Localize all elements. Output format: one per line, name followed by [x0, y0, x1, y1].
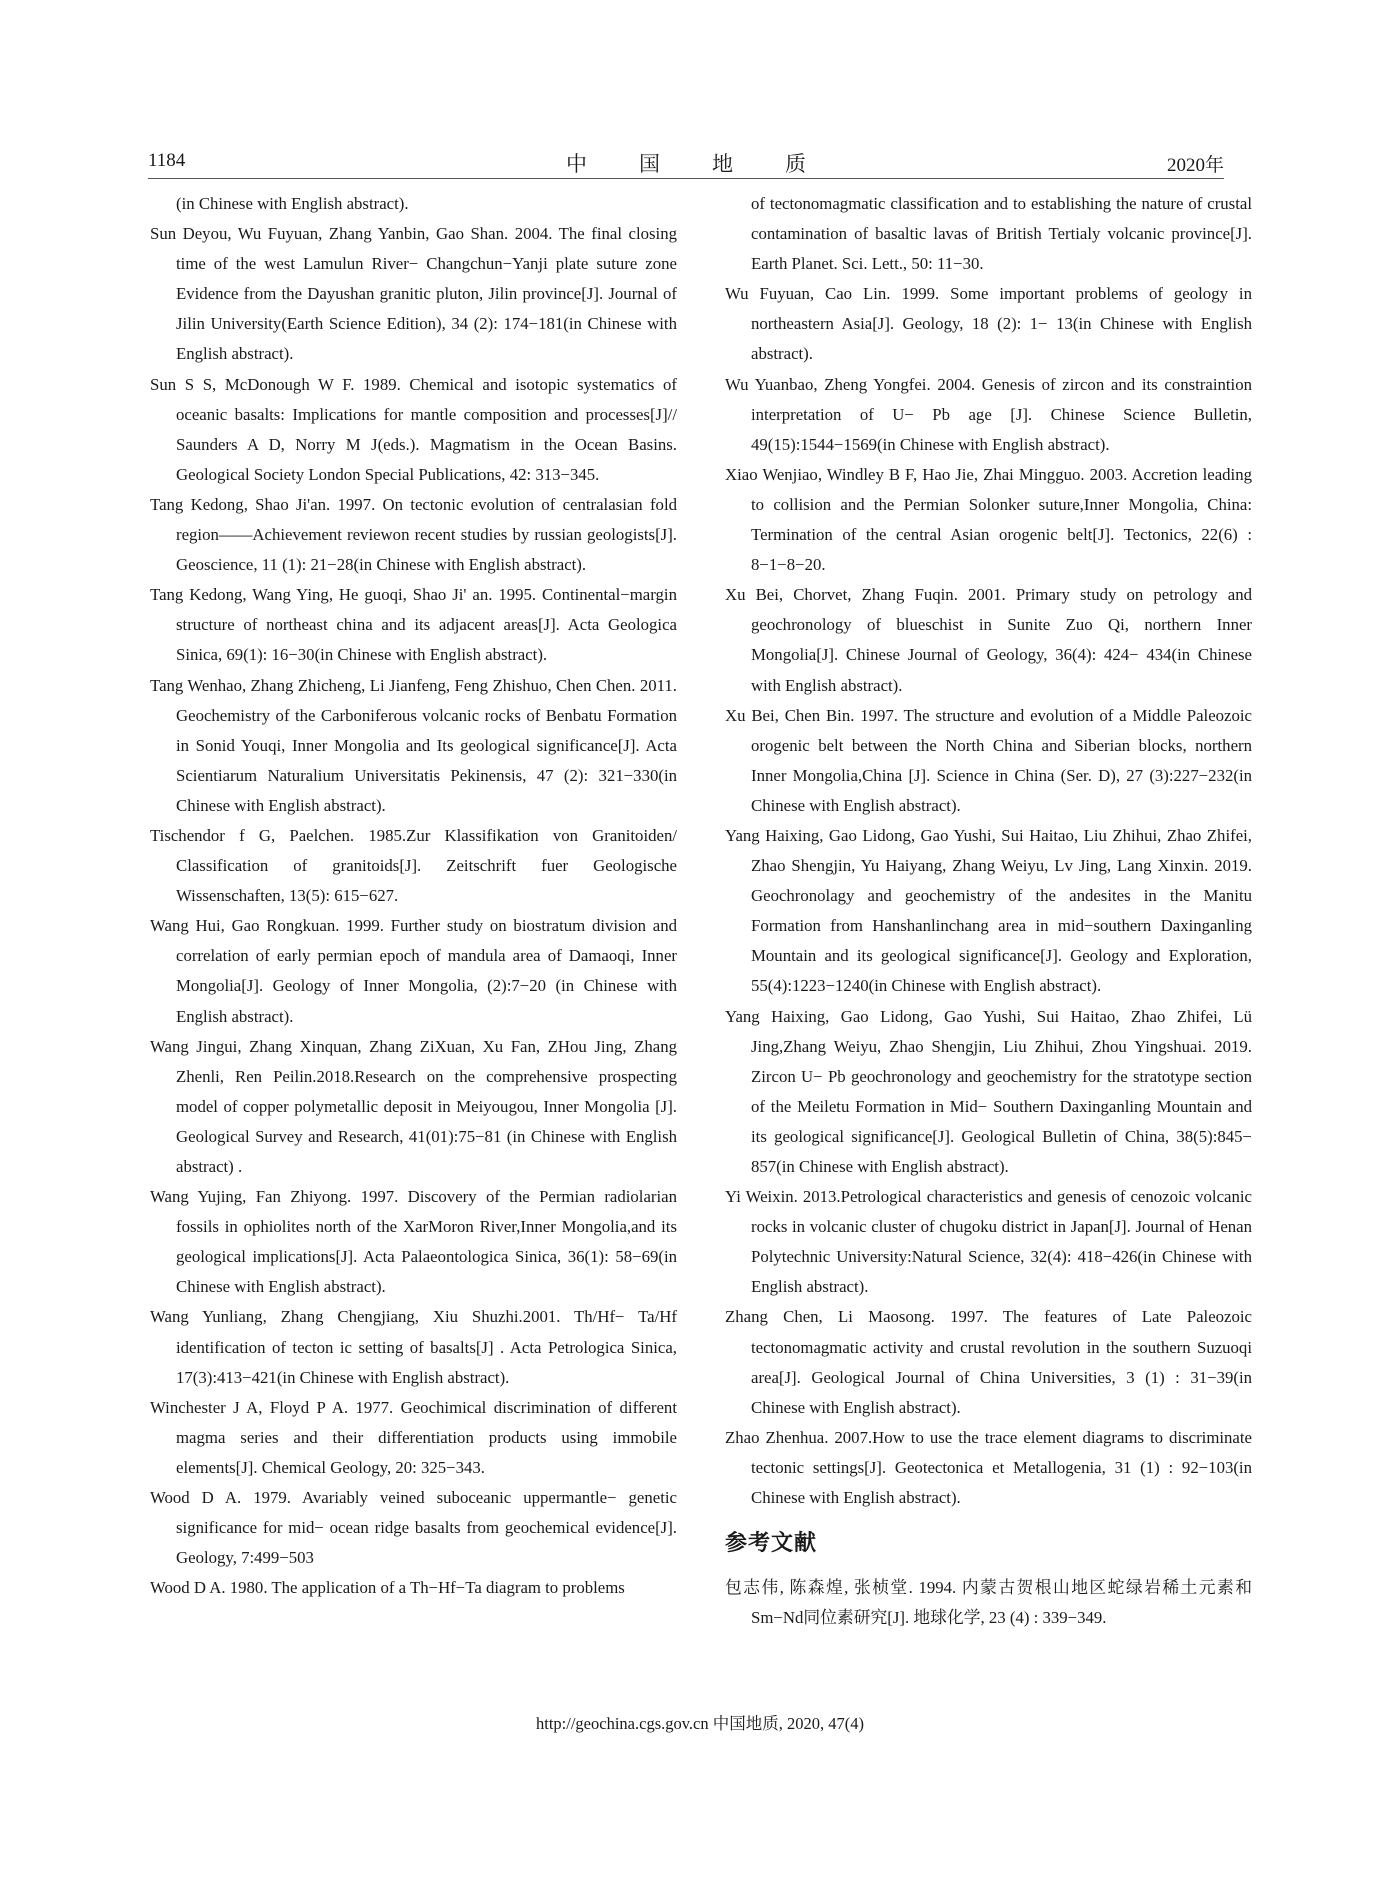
reference-entry: Wang Yujing, Fan Zhiyong. 1997. Discovery of the Permian radiolarian fossils in ophiolites north of the XarMoron River,Inner Mongolia,and its geological implications[J]. Acta Palaeontologica Sinica, 36(1): 58−69(in Chinese with English abstract).: [150, 1187, 677, 1297]
reference-entry: Wang Yunliang, Zhang Chengjiang, Xiu Shuzhi.2001. Th/Hf− Ta/Hf identification of tecton ic setting of basalts[J] . Acta Petrologica Sinica, 17(3):413−421(in Chinese with English abstract).: [150, 1307, 677, 1387]
page-header: [148, 146, 1224, 179]
reference-entry: Winchester J A, Floyd P A. 1977. Geochimical discrimination of different magma series and their differentiation products using immobile elements[J]. Chemical Geology, 20: 325−343.: [150, 1397, 677, 1477]
reference-entry: Yang Haixing, Gao Lidong, Gao Yushi, Sui Haitao, Liu Zhihui, Zhao Zhifei, Zhao Shengjin, Yu Haiyang, Zhang Weiyu, Lv Jing, Lang Xinxin. 2019. Geochronolagy and geochemistry of the andesites in the Manitu Formation from Hanshanlinchang area in mid−southern Daxinganling Mountain and its geological significance[J]. Geology and Exploration, 55(4):1223−1240(in Chinese with English abstract).: [725, 825, 1252, 996]
right-column: [725, 189, 1252, 1633]
left-column: [150, 189, 677, 1603]
reference-entry: Tischendor f G, Paelchen. 1985.Zur Klassifikation von Granitoiden/ Classification of granitoids[J]. Zeitschrift fuer Geologische Wissenschaften, 13(5): 615−627.: [150, 825, 677, 906]
reference-entry: Sun Deyou, Wu Fuyuan, Zhang Yanbin, Gao Shan. 2004. The final closing time of the west Lamulun River− Changchun−Yanji plate suture zone Evidence from the Dayushan granitic pluton, Jilin province[J]. Journal of Jilin University(Earth Science Edition), 34 (2): 174−181(in Chinese with English abstract).: [150, 224, 677, 364]
reference-entry: Tang Wenhao, Zhang Zhicheng, Li Jianfeng, Feng Zhishuo, Chen Chen. 2011. Geochemistry of the Carboniferous volcanic rocks of Benbatu Formation in Sonid Youqi, Inner Mongolia and Its geological significance[J]. Acta Scientiarum Naturalium Universitatis Pekinensis, 47 (2): 321−330(in Chinese with English abstract).: [150, 675, 677, 815]
reference-entry: Wood D A. 1980. The application of a Th−Hf−Ta diagram to problems: [150, 1578, 625, 1598]
reference-entry: Wu Fuyuan, Cao Lin. 1999. Some important problems of geology in northeastern Asia[J]. Geology, 18 (2): 1− 13(in Chinese with English abstract).: [725, 284, 1252, 364]
reference-entry: Wu Yuanbao, Zheng Yongfei. 2004. Genesis of zircon and its constraintion interpretation of U− Pb age [J]. Chinese Science Bulletin, 49(15):1544−1569(in Chinese with English abstract).: [725, 374, 1252, 454]
reference-entry: Yang Haixing, Gao Lidong, Gao Yushi, Sui Haitao, Zhao Zhifei, Lü Jing,Zhang Weiyu, Zhao Shengjin, Liu Zhihui, Zhou Yingshuai. 2019. Zircon U− Pb geochronology and geochemistry for the stratotype section of the Meiletu Formation in Mid− Southern Daxinganling Mountain and its geological significance[J]. Geological Bulletin of China, 38(5):845− 857(in Chinese with English abstract).: [725, 1006, 1252, 1176]
reference-entry: Xiao Wenjiao, Windley B F, Hao Jie, Zhai Mingguo. 2003. Accretion leading to collision and the Permian Solonker suture,Inner Mongolia, China: Termination of the central Asian orogenic belt[J]. Tectonics, 22(6) : 8−1−8−20.: [725, 464, 1252, 575]
page-footer: http://geochina.cgs.gov.cn 中国地质, 2020, 47(4): [536, 1714, 864, 1733]
reference-entry: Xu Bei, Chen Bin. 1997. The structure and evolution of a Middle Paleozoic orogenic belt between the North China and Siberian blocks, northern Inner Mongolia,China [J]. Science in China (Ser. D), 27 (3):227−232(in Chinese with English abstract).: [725, 705, 1252, 815]
reference-entry: Sun S S, McDonough W F. 1989. Chemical and isotopic systematics of oceanic basalts: Implications for mantle composition and processes[J]// Saunders A D, Norry M J(eds.). Magmatism in the Ocean Basins. Geological Society London Special Publications, 42: 313−345.: [150, 374, 677, 484]
reference-continuation: (in Chinese with English abstract).: [176, 194, 409, 213]
reference-entry: Wang Hui, Gao Rongkuan. 1999. Further study on biostratum division and correlation of early permian epoch of mandula area of Damaoqi, Inner Mongolia[J]. Geology of Inner Mongolia, (2):7−20 (in Chinese with English abstract).: [150, 916, 677, 1026]
english-references-continued: [725, 189, 1252, 1513]
reference-entry: Xu Bei, Chorvet, Zhang Fuqin. 2001. Primary study on petrology and geochronology of blueschist in Sunite Zuo Qi, northern Inner Mongolia[J]. Chinese Journal of Geology, 36(4): 424− 434(in Chinese with English abstract).: [725, 585, 1252, 695]
reference-entry: 包志伟, 陈森煌, 张桢堂. 1994. 内蒙古贺根山地区蛇绿岩稀土元素和Sm−Nd同位素研究[J]. 地球化学, 23 (4) : 339−349.: [725, 1578, 1252, 1628]
page-number: 1184: [148, 150, 186, 171]
reference-entry: Zhang Chen, Li Maosong. 1997. The features of Late Paleozoic tectonomagmatic activity and crustal revolution in the southern Suzuoqi area[J]. Geological Journal of China Universities, 3 (1) : 31−39(in Chinese with English abstract).: [725, 1307, 1252, 1417]
chinese-references: [725, 1573, 1252, 1633]
chinese-references-heading: 参考文献: [725, 1531, 818, 1557]
reference-entry: Yi Weixin. 2013.Petrological characteristics and genesis of cenozoic volcanic rocks in volcanic cluster of chugoku district in Japan[J]. Journal of Henan Polytechnic University:Natural Science, 32(4): 418−426(in Chinese with English abstract).: [725, 1187, 1252, 1297]
journal-title: 中国地质: [566, 152, 858, 176]
reference-entry: Wang Jingui, Zhang Xinquan, Zhang ZiXuan, Xu Fan, ZHou Jing, Zhang Zhenli, Ren Peilin.2018.Research on the comprehensive prospecting model of copper polymetallic deposit in Meiyougou, Inner Mongolia [J]. Geological Survey and Research, 41(01):75−81 (in Chinese with English abstract) .: [150, 1036, 677, 1176]
reference-entry: Wood D A. 1979. Avariably veined suboceanic uppermantle− genetic significance for mid− ocean ridge basalts from geochemical evidence[J]. Geology, 7:499−503: [150, 1488, 677, 1568]
reference-entry: Zhao Zhenhua. 2007.How to use the trace element diagrams to discriminate tectonic settings[J]. Geotectonica et Metallogenia, 31 (1) : 92−103(in Chinese with English abstract).: [725, 1427, 1252, 1508]
reference-entry: Tang Kedong, Shao Ji'an. 1997. On tectonic evolution of centralasian fold region——Achievement reviewon recent studies by russian geologists[J]. Geoscience, 11 (1): 21−28(in Chinese with English abstract).: [150, 494, 677, 575]
reference-continuation: of tectonomagmatic classification and to establishing the nature of crustal contamination of basaltic lavas of British Tertialy volcanic province[J]. Earth Planet. Sci. Lett., 50: 11−30.: [751, 194, 1252, 274]
reference-entry: Tang Kedong, Wang Ying, He guoqi, Shao Ji' an. 1995. Continental−margin structure of northeast china and its adjacent areas[J]. Acta Geologica Sinica, 69(1): 16−30(in Chinese with English abstract).: [150, 585, 677, 665]
journal-year: 2020年: [1166, 155, 1224, 176]
